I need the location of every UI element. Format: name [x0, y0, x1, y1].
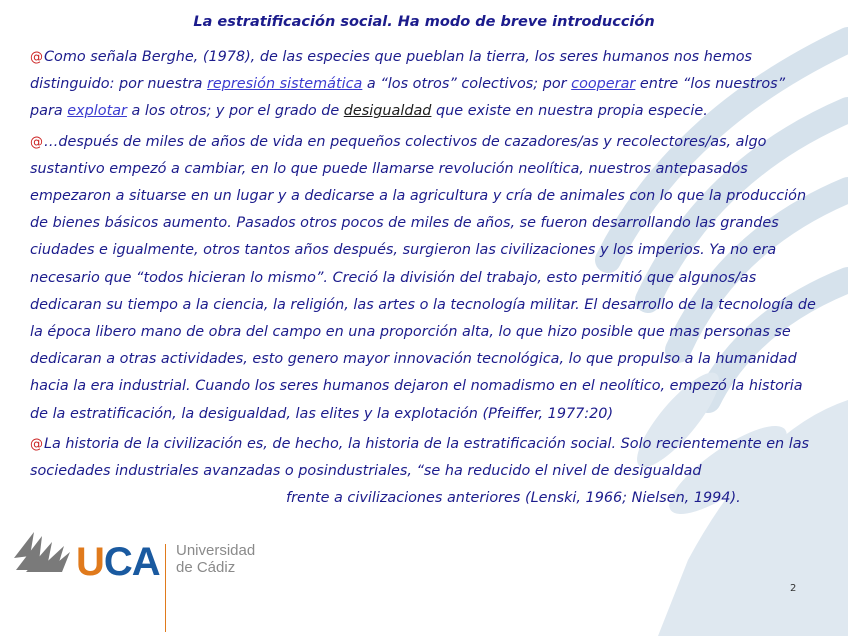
p1-text-5: que existe en nuestra propia especie. — [431, 103, 708, 120]
p2-ellipsis: … — [44, 133, 59, 150]
university-name — [176, 542, 255, 576]
p1-text-4: a los otros; y por el grado de — [126, 103, 344, 120]
link-represion-sistematica[interactable]: represión sistemática — [206, 76, 363, 93]
p1-text-1: Como señala Berghe, (1978), de las especies que pueblan la tierra, los seres humanos nos hemos distinguido: por nuestra — [30, 49, 753, 93]
p3-text-1: La historia de la civilización es, de hecho, la historia de la estratificación social. Solo recientemente en las sociedades industriales avanzadas o posindustriales, “se ha reducido el nivel de desigualdad — [30, 435, 810, 480]
uca-emblem-icon — [12, 532, 312, 632]
slide-body — [30, 44, 820, 515]
university-line-2: de Cádiz — [176, 559, 236, 576]
p3-text-2: frente a civilizaciones anteriores (Lenski, 1966; Nielsen, 1994). — [286, 490, 741, 507]
bullet-icon: @ — [30, 436, 43, 452]
uca-logo — [76, 540, 160, 585]
logo-divider — [165, 544, 166, 632]
p3-line-1 — [30, 431, 820, 485]
link-cooperar[interactable]: cooperar — [571, 76, 636, 93]
uca-logo-u: U — [76, 540, 104, 584]
paragraph-1 — [30, 44, 820, 126]
paragraph-3 — [30, 431, 820, 513]
bullet-icon: @ — [30, 50, 43, 65]
p1-text-3: entre “los nuestros” para — [30, 76, 786, 120]
university-line-1: Universidad — [176, 542, 256, 559]
p2-text: después de miles de años de vida en pequeños colectivos de cazadores/as y recolectores/as, algo sustantivo empezó a cambiar, en lo que puede llamarse revolución neolítica, nuestros antepasados empezaron a situarse en un lugar y a dedicarse a la agricultura y cría de animales con lo que la producción de bienes básicos aumento. Pasados otros pocos de miles de años, se fueron desarrollando las grandes ciudades e igualmente, otros tantos años después, surgieron las civilizaciones y los imperios. Ya no era necesario que “todos hicieran lo mismo”. Creció la división del trabajo, esto permitió que algunos/as dedicaran su tiempo a la ciencia, la religión, las artes o la tecnología militar. El desarrollo de la tecnología de la época libero mano de obra del campo en una proporción alta, lo que hizo posible que mas personas se dedicaran a otras actividades, esto genero mayor innovación tecnológica, lo que propulso a la humanidad hacia la era industrial. Cuando los seres humanos dejaron el nomadismo en el neolítico, empezó la historia de la estratificación, la desigualdad, las elites y la explotación (Pfeiffer, 1977:20) — [30, 133, 816, 422]
p1-text-2: a “los otros” colectivos; por — [362, 76, 572, 93]
uca-logo-ca: CA — [103, 540, 160, 584]
slide-title: La estratificación social. Ha modo de breve introducción — [193, 14, 655, 30]
page-number: 2 — [790, 583, 797, 594]
paragraph-2 — [30, 129, 820, 428]
link-desigualdad[interactable]: desigualdad — [343, 103, 432, 120]
link-explotar[interactable]: explotar — [67, 103, 127, 120]
bullet-icon: @ — [30, 134, 43, 150]
